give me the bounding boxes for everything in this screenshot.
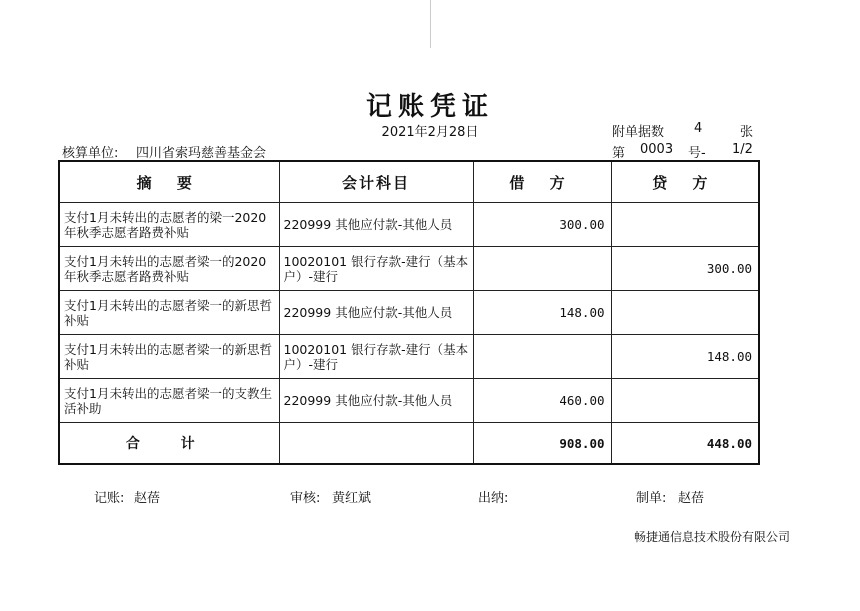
cashier-label: 出纳:	[478, 491, 509, 506]
voucher-no-value: 0003	[640, 142, 674, 157]
entry-credit	[611, 291, 759, 335]
voucher-no-prefix: 第	[612, 146, 626, 161]
table-row	[59, 335, 759, 379]
voucher-date: 2021年2月28日	[381, 125, 479, 140]
entry-debit	[473, 247, 611, 291]
scan-mark	[430, 0, 431, 48]
entry-account: 220999 其他应付款-其他人员	[279, 379, 473, 423]
attachments-value: 4	[694, 121, 703, 136]
unit-value: 四川省索玛慈善基金会	[136, 146, 267, 161]
attachments-unit: 张	[740, 125, 754, 140]
entry-debit: 300.00	[473, 203, 611, 247]
entry-summary: 支付1月未转出的志愿者的梁一2020年秋季志愿者路费补贴	[59, 203, 279, 247]
voucher-title: 记账凭证	[365, 92, 494, 122]
header-summary: 摘 要	[59, 161, 279, 203]
table-row	[59, 247, 759, 291]
entry-account: 10020101 银行存款-建行（基本户）-建行	[279, 335, 473, 379]
entry-credit	[611, 203, 759, 247]
voucher-table	[58, 160, 760, 465]
entry-account: 220999 其他应付款-其他人员	[279, 203, 473, 247]
total-blank	[279, 423, 473, 465]
header-row	[59, 161, 759, 203]
bookkeeper-name: 赵蓓	[134, 491, 161, 506]
total-row	[59, 423, 759, 465]
reviewer-name: 黄红斌	[332, 491, 372, 506]
entry-summary: 支付1月未转出的志愿者梁一的2020年秋季志愿者路费补贴	[59, 247, 279, 291]
total-debit: 908.00	[473, 423, 611, 465]
table-row	[59, 203, 759, 247]
preparer-name: 赵蓓	[678, 491, 705, 506]
preparer-label: 制单:	[636, 491, 667, 506]
total-credit: 448.00	[611, 423, 759, 465]
header-account: 会计科目	[279, 161, 473, 203]
reviewer-label: 审核:	[290, 491, 321, 506]
total-label: 合 计	[59, 423, 279, 465]
header-debit: 借 方	[473, 161, 611, 203]
entry-debit: 148.00	[473, 291, 611, 335]
company-name: 畅捷通信息技术股份有限公司	[633, 530, 790, 544]
entry-debit: 460.00	[473, 379, 611, 423]
bookkeeper-label: 记账:	[94, 491, 125, 506]
entry-summary: 支付1月未转出的志愿者梁一的新思哲补贴	[59, 291, 279, 335]
entry-account: 10020101 银行存款-建行（基本户）-建行	[279, 247, 473, 291]
entry-account: 220999 其他应付款-其他人员	[279, 291, 473, 335]
entry-credit: 300.00	[611, 247, 759, 291]
unit-label: 核算单位:	[62, 146, 119, 161]
table-row	[59, 379, 759, 423]
entry-credit	[611, 379, 759, 423]
entry-summary: 支付1月未转出的志愿者梁一的支教生活补助	[59, 379, 279, 423]
attachments-label: 附单据数	[612, 125, 665, 140]
header-credit: 贷 方	[611, 161, 759, 203]
entry-summary: 支付1月未转出的志愿者梁一的新思哲补贴	[59, 335, 279, 379]
table-row	[59, 291, 759, 335]
voucher-page: 1/2	[732, 142, 753, 157]
entry-credit: 148.00	[611, 335, 759, 379]
voucher-no-suffix: 号-	[688, 146, 706, 161]
entry-debit	[473, 335, 611, 379]
